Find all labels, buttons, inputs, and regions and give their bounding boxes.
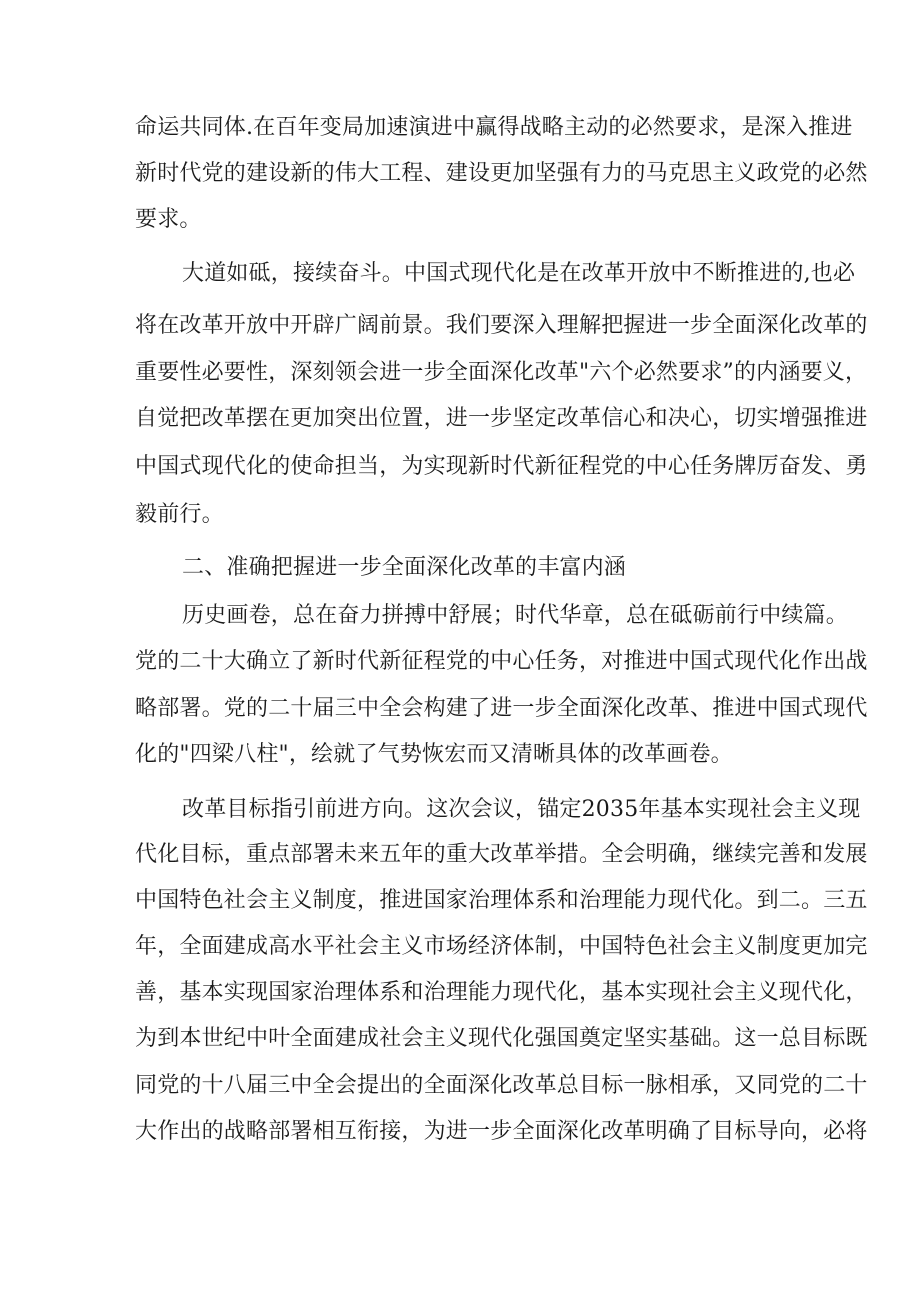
paragraph-line: 要求。 xyxy=(135,207,202,232)
paragraph-line: 略部署。党的二十届三中全会构建了进一步全面深化改革、推进中国式现代 xyxy=(135,696,868,721)
section-heading: 二、准确把握进一步全面深化改革的丰富内涵 xyxy=(182,555,627,580)
paragraph-line: 命运共同体.在百年变局加速演进中赢得战略主动的必然要求，是深入推进 xyxy=(135,115,853,140)
paragraph-line: 大道如砥，接续奋斗。中国式现代化是在改革开放中不断推进的,也必 xyxy=(182,261,856,286)
paragraph-line: 同党的十八届三中全会提出的全面深化改革总目标一脉相承，又同党的二十 xyxy=(135,1073,868,1098)
paragraph-line: 中国式现代化的使命担当，为实现新时代新征程党的中心任务牌厉奋发、勇 xyxy=(135,454,868,479)
paragraph-line: 年，全面建成高水平社会主义市场经济体制，中国特色社会主义制度更加完 xyxy=(135,934,868,959)
paragraph-line: 新时代党的建设新的伟大工程、建设更加坚强有力的马克思主义政党的必然 xyxy=(135,161,868,186)
paragraph-line: 自觉把改革摆在更加突出位置，进一步坚定改革信心和决心，切实增强推进 xyxy=(135,406,868,431)
paragraph-line: 大作出的战略部署相互衔接，为进一步全面深化改革明确了目标导向，必将 xyxy=(135,1119,868,1144)
paragraph-line: 历史画卷，总在奋力拼搏中舒展；时代华章，总在砥砺前行中续篇。 xyxy=(182,603,849,628)
paragraph-line: 党的二十大确立了新时代新征程党的中心任务，对推进中国式现代化作出战 xyxy=(135,649,868,674)
paragraph-line: 毅前行。 xyxy=(135,502,224,527)
paragraph-line: 将在改革开放中开辟广阔前景。我们要深入理解把握进一步全面深化改革的 xyxy=(135,313,868,338)
paragraph-line: 为到本世纪中叶全面建成社会主义现代化强国奠定坚实基础。这一总目标既 xyxy=(135,1026,868,1051)
paragraph-line: 重要性必要性，深刻领会进一步全面深化改革"六个必然要求”的内涵要义， xyxy=(135,360,868,385)
paragraph-line: 善，基本实现国家治理体系和治理能力现代化，基本实现社会主义现代化， xyxy=(135,980,868,1005)
paragraph-line: 中国特色社会主义制度，推进国家治理体系和治理能力现代化。到二。三五 xyxy=(135,888,868,913)
paragraph-line: 化的"四梁八柱"，绘就了气势恢宏而又清晰具体的改革画卷。 xyxy=(135,742,733,767)
paragraph-line: 改革目标指引前进方向。这次会议，锚定2035年基本实现社会主义现 xyxy=(182,797,861,822)
paragraph-line: 代化目标，重点部署未来五年的重大改革举措。全会明确，继续完善和发展 xyxy=(135,842,868,867)
